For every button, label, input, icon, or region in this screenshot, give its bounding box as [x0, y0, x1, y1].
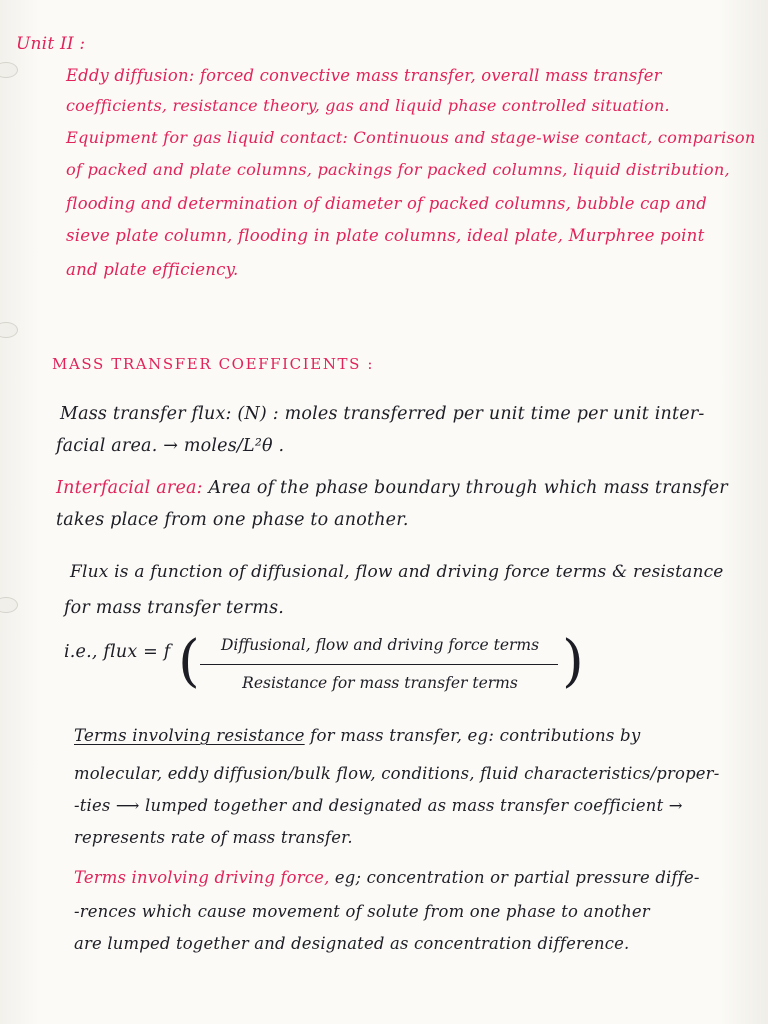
flux-function-line: Flux is a function of diffusional, flow and driving force terms & resistance — [70, 562, 724, 582]
resistance-rest: for mass transfer, eg: contributions by — [304, 726, 641, 745]
flux-definition-line: facial area. → moles/L²θ . — [56, 436, 285, 456]
driving-force-line: -rences which cause movement of solute from one phase to another — [74, 902, 650, 921]
resistance-line: represents rate of mass transfer. — [74, 828, 353, 847]
resistance-line: -ties ⟶ lumped together and designated as mass transfer coefficient → — [74, 796, 683, 815]
unit-heading: Unit II : — [16, 34, 86, 54]
driving-force-line: are lumped together and designated as concentration difference. — [74, 934, 630, 953]
syllabus-line: of packed and plate columns, packings for packed columns, liquid distribution, — [66, 160, 730, 179]
syllabus-line: sieve plate column, flooding in plate columns, ideal plate, Murphree point — [66, 226, 705, 245]
interfacial-area-label: Interfacial area: — [56, 478, 203, 498]
resistance-lead: Terms involving resistance — [74, 726, 305, 745]
equation-lhs: i.e., flux = f — [64, 642, 171, 662]
flux-equation — [170, 629, 590, 702]
punch-hole — [0, 62, 18, 78]
right-paren: ) — [562, 629, 584, 694]
equation-denominator: Resistance for mass transfer terms — [242, 674, 518, 692]
punch-hole — [0, 322, 18, 338]
driving-force-lead: Terms involving driving force, — [74, 868, 330, 887]
interfacial-area-text: Area of the phase boundary through which mass transfer — [202, 478, 728, 498]
interfacial-area-line — [56, 478, 728, 498]
driving-force-line — [74, 868, 700, 887]
syllabus-line: coefficients, resistance theory, gas and liquid phase controlled situation. — [66, 96, 670, 115]
fraction-bar — [200, 664, 558, 665]
resistance-line: molecular, eddy diffusion/bulk flow, conditions, fluid characteristics/proper- — [74, 764, 720, 783]
interfacial-area-line: takes place from one phase to another. — [56, 510, 409, 530]
left-paren: ( — [178, 629, 200, 694]
syllabus-line: flooding and determination of diameter of packed columns, bubble cap and — [66, 194, 707, 213]
driving-force-rest: eg; concentration or partial pressure diffe- — [329, 868, 700, 887]
flux-definition-line: Mass transfer flux: (N) : moles transferred per unit time per unit inter- — [60, 404, 705, 424]
flux-function-line: for mass transfer terms. — [64, 598, 285, 618]
punch-hole — [0, 597, 18, 613]
equation-numerator: Diffusional, flow and driving force terms — [220, 636, 540, 654]
resistance-line — [74, 726, 640, 745]
section-heading: MASS TRANSFER COEFFICIENTS : — [52, 355, 375, 373]
syllabus-line: and plate efficiency. — [66, 260, 239, 279]
syllabus-line: Equipment for gas liquid contact: Continuous and stage-wise contact, comparison — [66, 128, 756, 147]
syllabus-line: Eddy diffusion: forced convective mass transfer, overall mass transfer — [66, 66, 662, 85]
